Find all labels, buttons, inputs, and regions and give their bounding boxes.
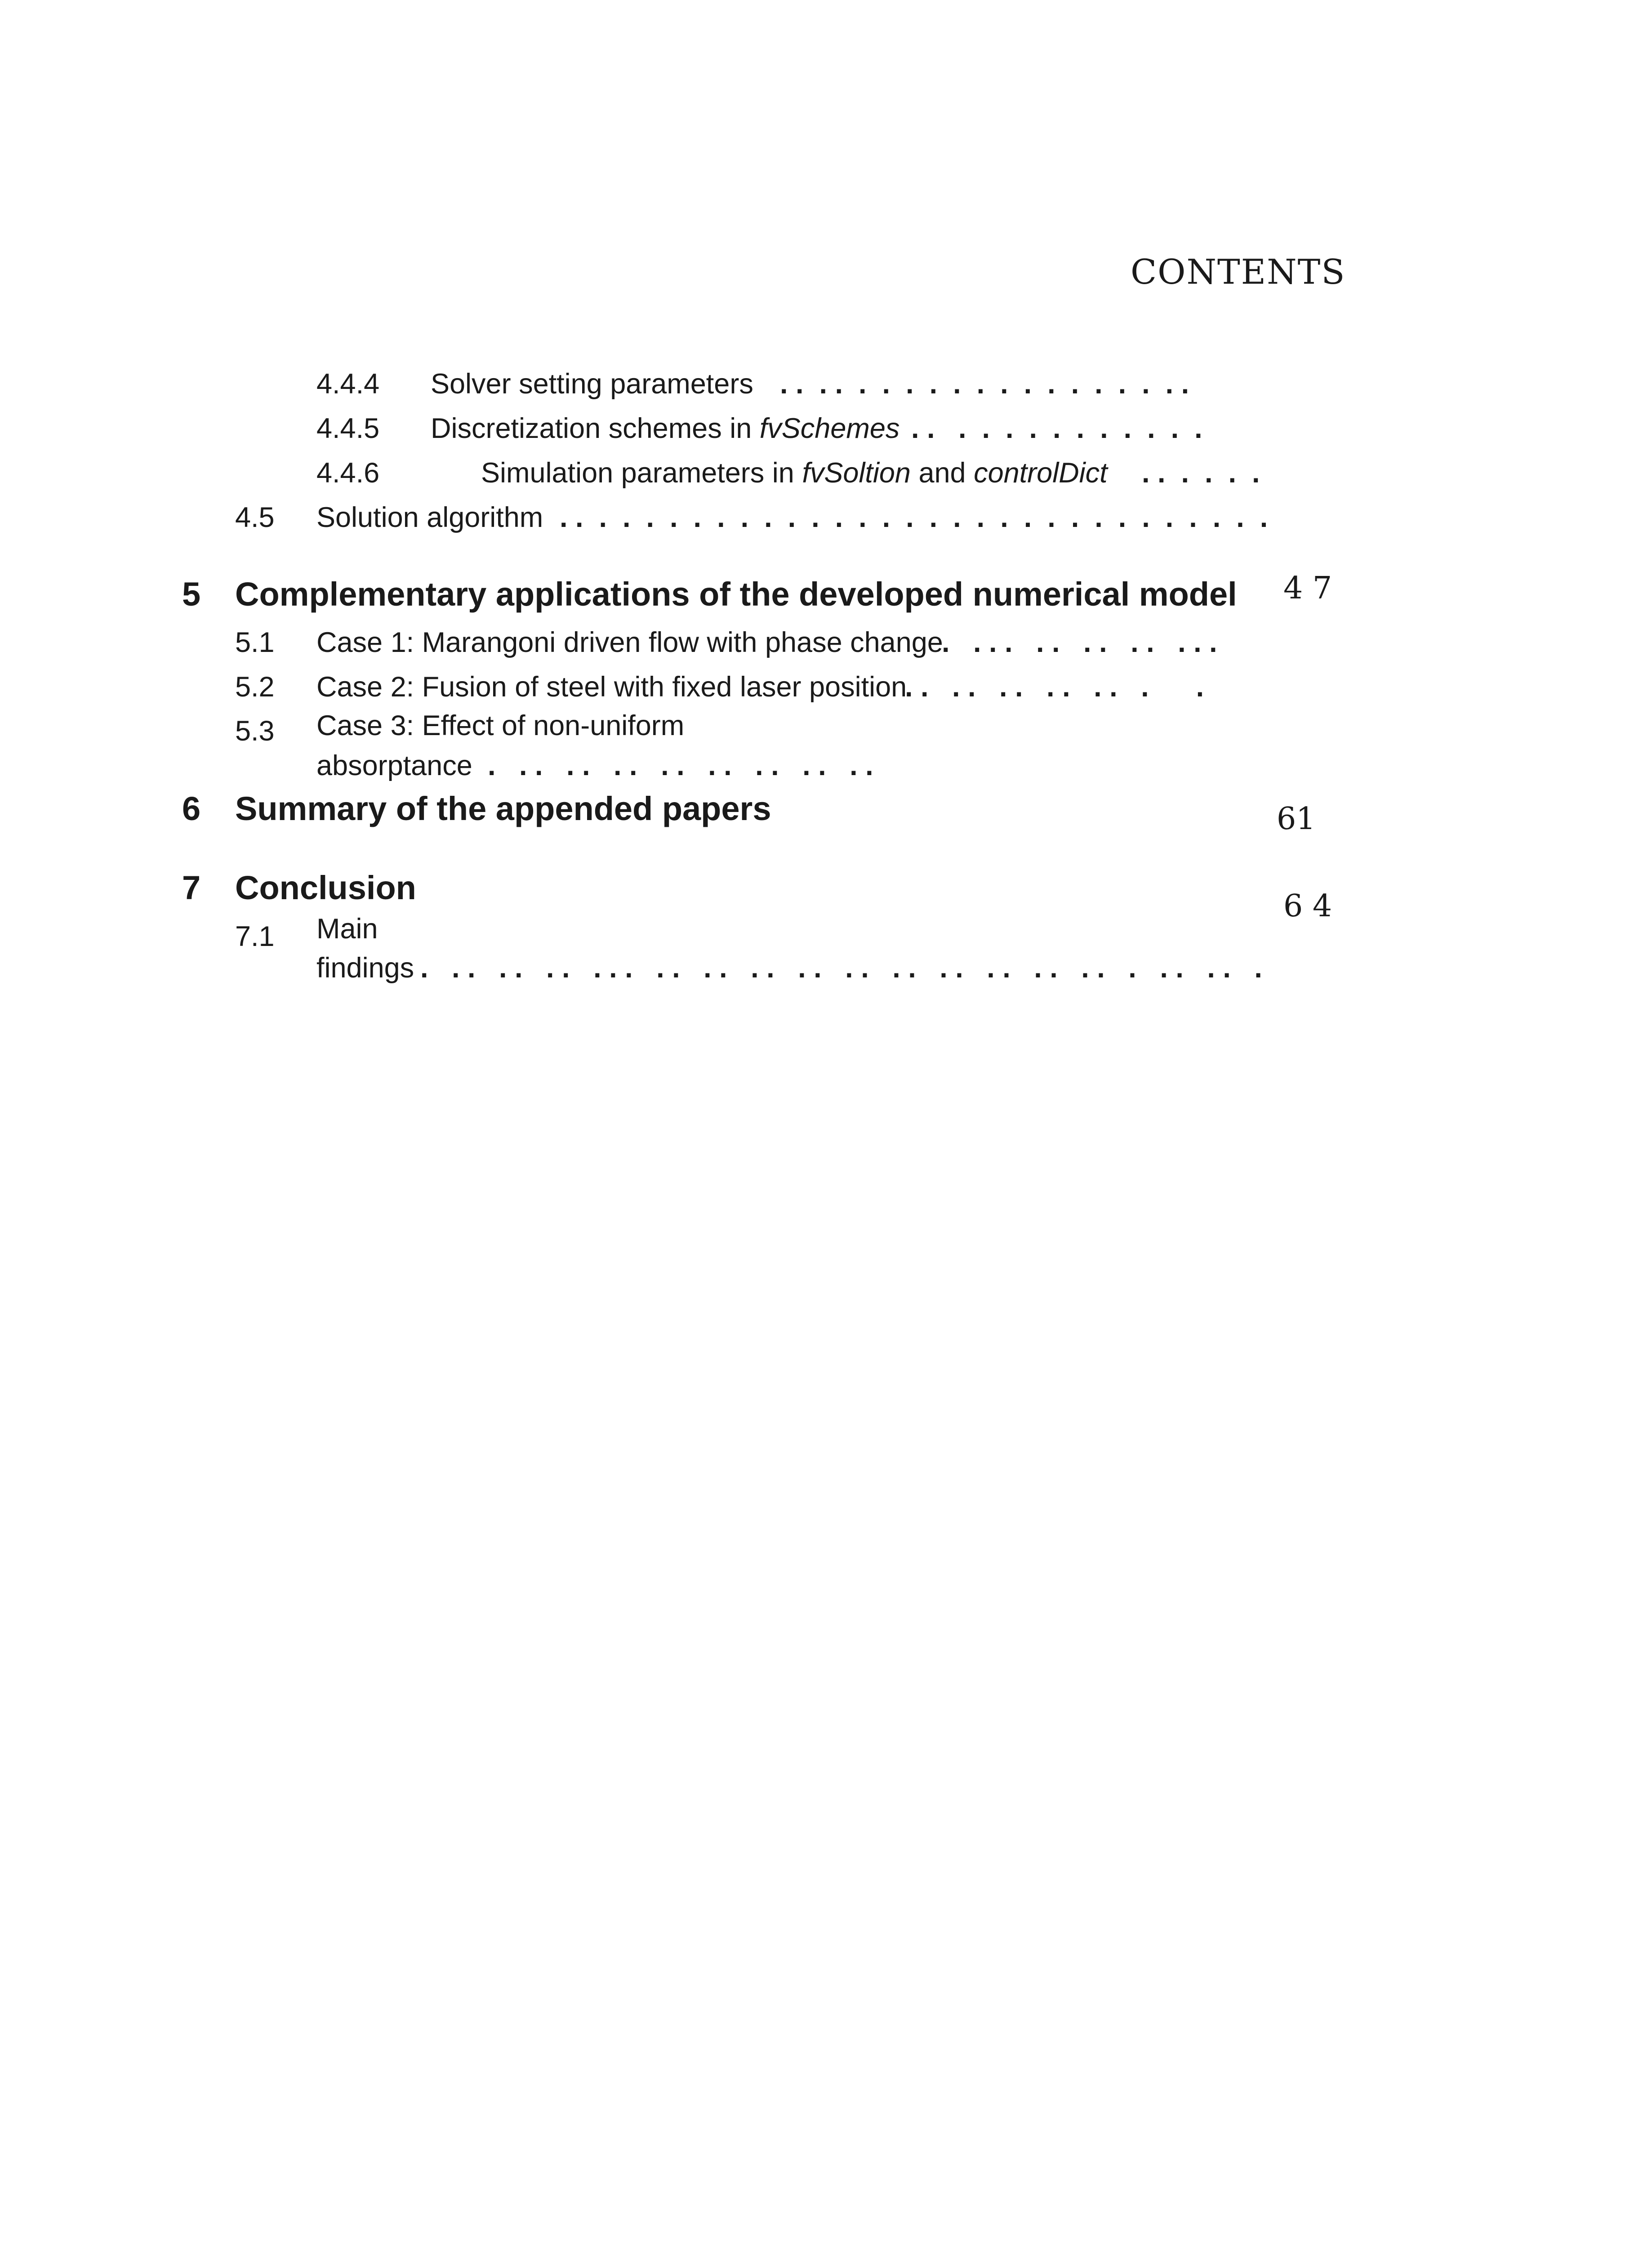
entry-title-text: Simulation parameters in <box>481 457 802 489</box>
leader-dots: . . . . . . . . . . . . <box>905 671 1204 703</box>
entry-title <box>481 459 1108 487</box>
entry-title: Case 1: Marangoni driven flow with phase change <box>316 627 943 658</box>
leader-dots: . . . . . . . . . . . . . <box>942 627 1217 658</box>
entry-number: 5.3 <box>235 715 275 747</box>
chapter-title: Complementary applications of the developed numerical model <box>235 575 1237 613</box>
entry-number: 4.4.6 <box>316 457 380 489</box>
leader-dots: . . . . . . . . . . . . . . . . . . . . . . . . . . . . . . . <box>560 502 1268 533</box>
entry-title: Solver setting parameters <box>431 368 753 400</box>
entry-title-emphasis: fvSchemes <box>759 413 900 444</box>
chapter-number: 7 <box>182 869 201 906</box>
entry-title: Case 3: Effect of non-uniform <box>316 710 685 741</box>
leader-dots: . . . . . . . . . . . . . . . . . . . . . . . . . . . . . . . . . . . . <box>420 952 1262 984</box>
entry-title-text: Discretization schemes in <box>431 413 760 444</box>
entry-title-continued: findings <box>316 952 414 984</box>
entry-title: Case 2: Fusion of steel with fixed laser position <box>316 671 907 703</box>
leader-dots: . . . . . . . . . . . . . <box>911 413 1202 444</box>
entry-title <box>431 415 899 443</box>
entry-title: Main <box>316 913 378 945</box>
entry-number: 5.2 <box>235 671 275 703</box>
entry-title-emphasis: fvSoltion <box>802 457 911 489</box>
entry-title-emphasis: controlDict <box>974 457 1108 489</box>
entry-title: Solution algorithm <box>316 502 543 533</box>
leader-dots: . . . . . . <box>1142 457 1260 489</box>
chapter-title: Conclusion <box>235 869 416 906</box>
page-number: 4 7 <box>1283 571 1332 606</box>
chapter-number: 6 <box>182 790 201 827</box>
entry-number: 4.4.5 <box>316 413 380 444</box>
running-head: CONTENTS <box>1131 252 1346 292</box>
chapter-title: Summary of the appended papers <box>235 790 771 827</box>
leader-dots: . . . . . . . . . . . . . . . . . <box>488 750 873 781</box>
chapter-number: 5 <box>182 575 201 613</box>
entry-title-continued: absorptance <box>316 750 472 781</box>
entry-title-text: and <box>910 457 974 489</box>
leader-dots: . . . . . . . . . . . . . . . . . . . <box>780 368 1189 400</box>
entry-number: 4.4.4 <box>316 368 380 400</box>
entry-number: 4.5 <box>235 502 275 533</box>
entry-number: 7.1 <box>235 921 275 952</box>
page-number: 6 4 <box>1283 888 1332 924</box>
entry-number: 5.1 <box>235 627 275 658</box>
page-number: 61 <box>1277 801 1316 837</box>
